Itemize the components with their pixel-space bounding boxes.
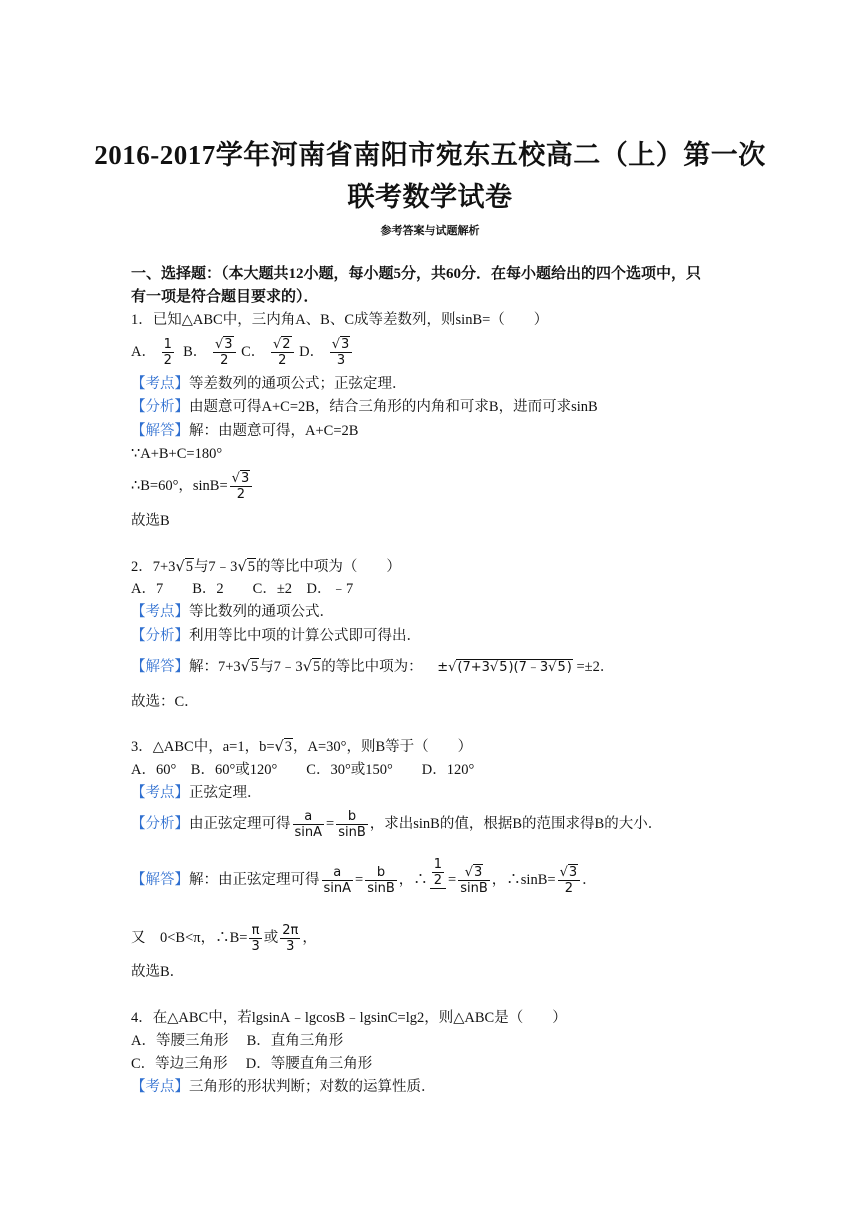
q3-ratio-fraction: $\frac{1}{2}$: [430, 857, 446, 904]
q2-stem: 2．7+3√5与7﹣3√5的等比中项为（ ）: [131, 559, 401, 575]
q2-kaodian: 【考点】等比数列的通项公式．: [131, 604, 334, 620]
q3-answer: 故选B．: [131, 964, 185, 980]
q4-options-line1: A．等腰三角形 B．直角三角形: [131, 1033, 344, 1049]
q1-optA-fraction: $\frac{1}{2}$: [163, 337, 172, 369]
q1-optC-fraction: $\frac{√2}{2}$: [271, 337, 294, 368]
q1-step2: ∴B=60°，sinB= $\frac{√3}{2}$: [131, 468, 254, 504]
q1-answer: 故选B: [131, 513, 170, 529]
q1-options: A． $\frac{1}{2}$ B． $\frac{√3}{2}$ C． $\frac{√2}{2}$ D． $\frac{√3}{3}$: [131, 334, 354, 370]
q3-kaodian: 【考点】正弦定理．: [131, 785, 262, 801]
q1-jieda: 【解答】解：由题意可得，A+C=2B: [131, 423, 359, 439]
q1-fenxi: 【分析】由题意可得A+C=2B，结合三角形的内角和可求B，进而可求sinB: [131, 399, 598, 415]
section-heading-line1: 一、选择题：（本大题共12小题，每小题5分，共60分．在每小题给出的四个选项中，只: [131, 266, 702, 282]
q3-fenxi: 【分析】由正弦定理可得 $\frac{a}{\sin A}$ = $\frac{b}{\sin B}$ ，求出sinB的值，根据B的范围求得B的大小．: [131, 809, 663, 841]
q4-options-line2: C．等边三角形 D．等腰直角三角形: [131, 1056, 373, 1072]
jieda-tag: 【解答】: [131, 423, 189, 439]
jieda-tag: 【解答】: [131, 659, 189, 675]
q4-stem: 4．在△ABC中，若lgsinA﹣lgcosB﹣lgsinC=lg2，则△ABC是（ ）: [131, 1010, 567, 1026]
kaodian-tag: 【考点】: [131, 604, 189, 620]
doc-title-line2: 联考数学试卷: [347, 182, 513, 212]
q1-stem: 1．已知△ABC中，三内角A、B、C成等差数列，则sinB=（ ）: [131, 312, 549, 328]
jieda-tag: 【解答】: [131, 872, 189, 888]
q2-answer: 故选：C．: [131, 694, 199, 710]
q1-kaodian: 【考点】等差数列的通项公式；正弦定理．: [131, 376, 407, 392]
q2-fenxi: 【分析】利用等比中项的计算公式即可得出．: [131, 628, 421, 644]
q2-jieda: 【解答】解：7+3√5与7﹣3√5的等比中项为： ±√(7+3√5)(7﹣3√5) =±2．: [131, 657, 614, 678]
doc-title-line1: 2016-2017学年河南省南阳市宛东五校高二（上）第一次: [94, 140, 766, 170]
q3-stem: 3．△ABC中，a=1，b=√3，A=30°，则B等于（ ）: [131, 739, 473, 755]
q4-kaodian: 【考点】三角形的形状判断；对数的运算性质．: [131, 1079, 436, 1095]
q3-options: A．60° B．60°或120° C．30°或150° D．120°: [131, 762, 475, 778]
fenxi-tag: 【分析】: [131, 816, 189, 832]
fenxi-tag: 【分析】: [131, 628, 189, 644]
q1-step2-fraction: $\frac{√3}{2}$: [230, 471, 253, 502]
q1-optD-fraction: $\frac{√3}{3}$: [330, 337, 353, 368]
q1-optB-fraction: $\frac{√3}{2}$: [213, 337, 236, 368]
fenxi-tag: 【分析】: [131, 399, 189, 415]
q2-mean-expression: √(7+3√5)(7﹣3√5): [448, 660, 572, 675]
kaodian-tag: 【考点】: [131, 1079, 189, 1095]
q1-step1: ∵A+B+C=180°: [131, 446, 223, 462]
kaodian-tag: 【考点】: [131, 785, 189, 801]
section-heading-line2: 有一项是符合题目要求的）．: [131, 289, 319, 305]
q2-options: A．7 B．2 C．±2 D．﹣7: [131, 581, 354, 597]
doc-subtitle: 参考答案与试题解析: [380, 225, 480, 237]
q3-jieda: 【解答】解：由正弦定理可得 $\frac{a}{\sin A}$ = $\frac{b}{\sin B}$ ，∴ $\frac{1}{2}$ = $\frac{√3}{\sin B}$ ，∴sinB= $\frac{√3}{2}$ ．: [131, 852, 597, 908]
kaodian-tag: 【考点】: [131, 376, 189, 392]
q3-you: 又 0<B<π，∴B= $\frac{\pi}{3}$ 或 $\frac{2\pi}{3}$ ，: [131, 923, 317, 955]
